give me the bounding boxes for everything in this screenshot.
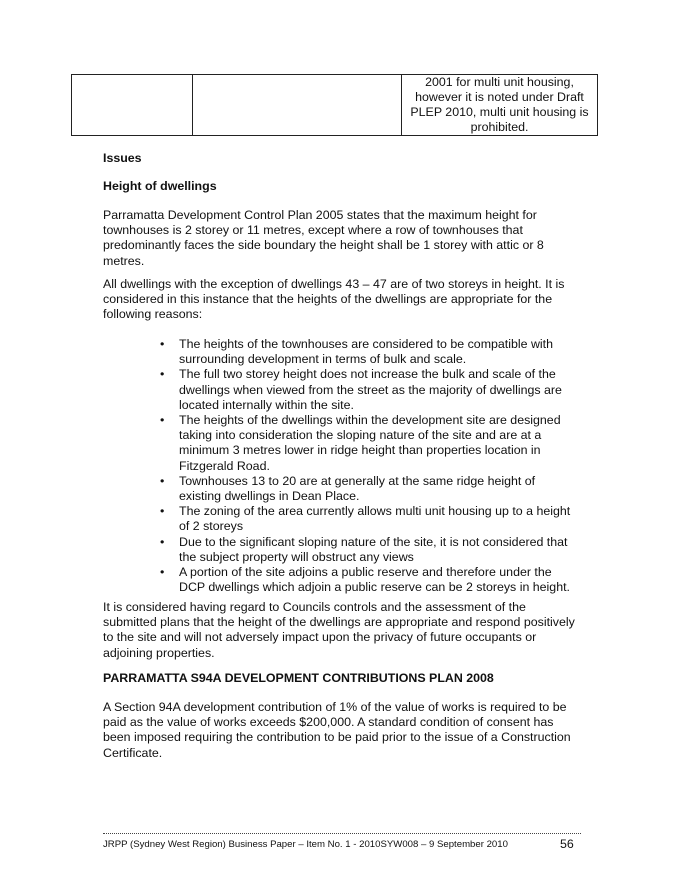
table-row — [72, 75, 598, 136]
list-item-text: The zoning of the area currently allows multi unit housing up to a height of 2 storeys — [179, 504, 571, 534]
issues-heading: Issues — [103, 151, 142, 165]
bullet-icon: • — [160, 337, 165, 351]
bullet-icon: • — [160, 473, 165, 488]
bullet-icon: • — [160, 413, 165, 428]
list-item — [160, 337, 580, 367]
contributions-plan-heading: PARRAMATTA S94A DEVELOPMENT CONTRIBUTIONS PLAN 2008 — [103, 671, 494, 685]
list-item-text: The heights of the townhouses are considered to be compatible with surrounding development in terms of bulk and scale. — [179, 337, 554, 367]
list-item-text: A portion of the site adjoins a public reserve and therefore under the DCP dwellings which adjoin a public reserve can be 2 storeys in height. — [179, 565, 570, 595]
bullet-icon: • — [160, 367, 165, 382]
height-of-dwellings-heading: Height of dwellings — [103, 179, 217, 193]
list-item — [160, 565, 580, 595]
list-item — [160, 504, 580, 534]
contributions-paragraph: A Section 94A development contribution of 1% of the value of works is required to be paid as the value of works exceeds $200,000. A standard condition of consent has been imposed requiring the contribution to be paid prior to the issue of a Construction Certificate. — [103, 700, 571, 760]
list-item-text: The heights of the dwellings within the development site are designed taking into consideration the sloping nature of the site and are at a minimum 3 metres lower in ridge height than properties location in Fitzgerald Road. — [179, 413, 561, 473]
reasons-list — [160, 337, 580, 595]
list-item — [160, 474, 580, 504]
footer-text: JRPP (Sydney West Region) Business Paper – Item No. 1 - 2010SYW008 – 9 September 2010 — [103, 839, 508, 850]
list-item-text: Townhouses 13 to 20 are at generally at the same ridge height of existing dwellings in Dean Place. — [179, 473, 536, 504]
table-cell-empty-1 — [72, 75, 193, 136]
height-assessment-paragraph: All dwellings with the exception of dwellings 43 – 47 are of two storeys in height. It is considered in this instance that the heights of the dwellings are appropriate for the following reasons: — [103, 277, 565, 322]
list-item — [160, 367, 580, 413]
height-conclusion-paragraph: It is considered having regard to Councils controls and the assessment of the submitted plans that the height of the dwellings are appropriate and respond positively to the site and will not adversely impact upon the privacy of future occupants or adjoining properties. — [103, 600, 575, 660]
list-item-text: Due to the significant sloping nature of the site, it is not considered that the subject property will obstruct any views — [179, 534, 568, 564]
bullet-icon: • — [160, 504, 165, 519]
table-cell-empty-2 — [193, 75, 402, 136]
requirements-table-fragment — [71, 74, 598, 136]
list-item — [160, 413, 580, 474]
page-number: 56 — [560, 837, 574, 851]
list-item — [160, 535, 580, 565]
bullet-icon: • — [160, 534, 165, 549]
height-control-paragraph: Parramatta Development Control Plan 2005 states that the maximum height for townhouses is 2 storey or 11 metres, except where a row of townhouses that predominantly faces the side boundary the height shall be 1 storey with attic or 8 metres. — [103, 208, 544, 268]
table-cell-comment: 2001 for multi unit housing, however it is noted under Draft PLEP 2010, multi unit housing is prohibited. — [402, 75, 598, 136]
bullet-icon: • — [160, 565, 165, 580]
footer-divider — [103, 833, 581, 834]
list-item-text: The full two storey height does not increase the bulk and scale of the dwellings when viewed from the street as the majority of dwellings are located internally within the site. — [179, 367, 562, 412]
